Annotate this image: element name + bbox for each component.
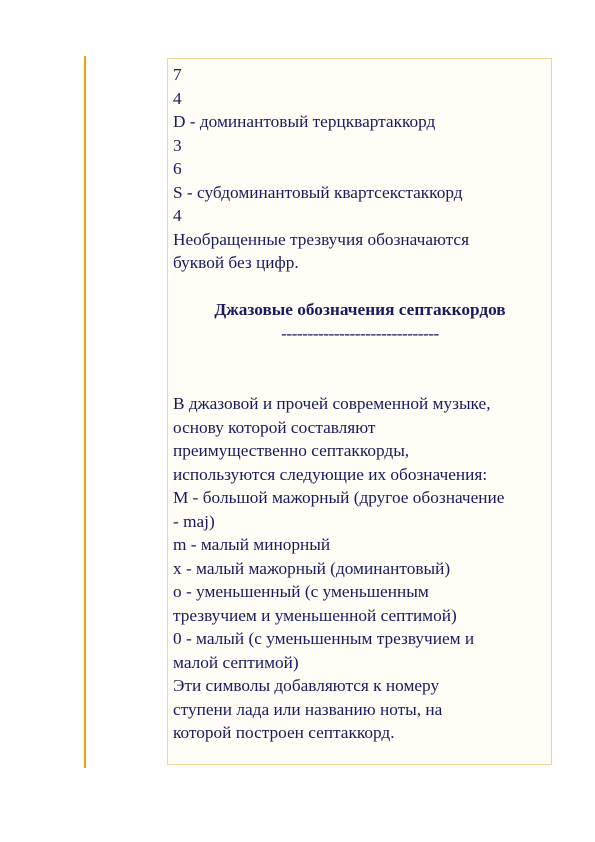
text-line: 4: [173, 88, 182, 108]
text-line: 0 - малый (с уменьшенным трезвучием и: [173, 629, 475, 648]
blank-line: [173, 275, 547, 299]
text-line: В джазовой и прочей современной музыке,: [173, 394, 491, 413]
blank-line: [173, 345, 547, 369]
text-line: Необращенные трезвучия обозначаются: [173, 229, 470, 249]
text-line: основу которой составляют: [173, 417, 376, 437]
text-line: Эти символы добавляются к номеру: [173, 676, 440, 695]
text-line: преимущественно септаккорды,: [173, 441, 410, 460]
text-line: М - большой мажорный (другое обозначение: [173, 488, 505, 507]
text-line: D - доминантовый терцквартаккорд: [173, 112, 436, 131]
text-line: m - малый минорный: [173, 535, 331, 554]
text-line: - maj): [173, 511, 215, 531]
section-divider: ------------------------------: [281, 323, 439, 343]
text-line: которой построен септаккорд.: [173, 723, 395, 742]
text-line: 7: [173, 65, 182, 84]
text-frame: [167, 58, 552, 765]
text-line: x - малый мажорный (доминантовый): [173, 558, 451, 578]
text-line: используются следующие их обозначения:: [173, 464, 488, 484]
text-line: o - уменьшенный (с уменьшенным: [173, 582, 429, 601]
text-line: 3: [173, 135, 182, 155]
text-line: 6: [173, 159, 182, 178]
text-line: 4: [173, 206, 182, 225]
text-line: S - субдоминантовый квартсекстаккорд: [173, 182, 463, 202]
text-line: трезвучием и уменьшенной септимой): [173, 605, 457, 625]
text-line: буквой без цифр.: [173, 253, 299, 272]
text-line: малой септимой): [173, 652, 299, 672]
blank-line: [173, 369, 547, 393]
section-heading: Джазовые обозначения септаккордов: [214, 300, 506, 319]
left-margin-rule: [84, 56, 86, 768]
text-line: ступени лада или названию ноты, на: [173, 699, 443, 719]
